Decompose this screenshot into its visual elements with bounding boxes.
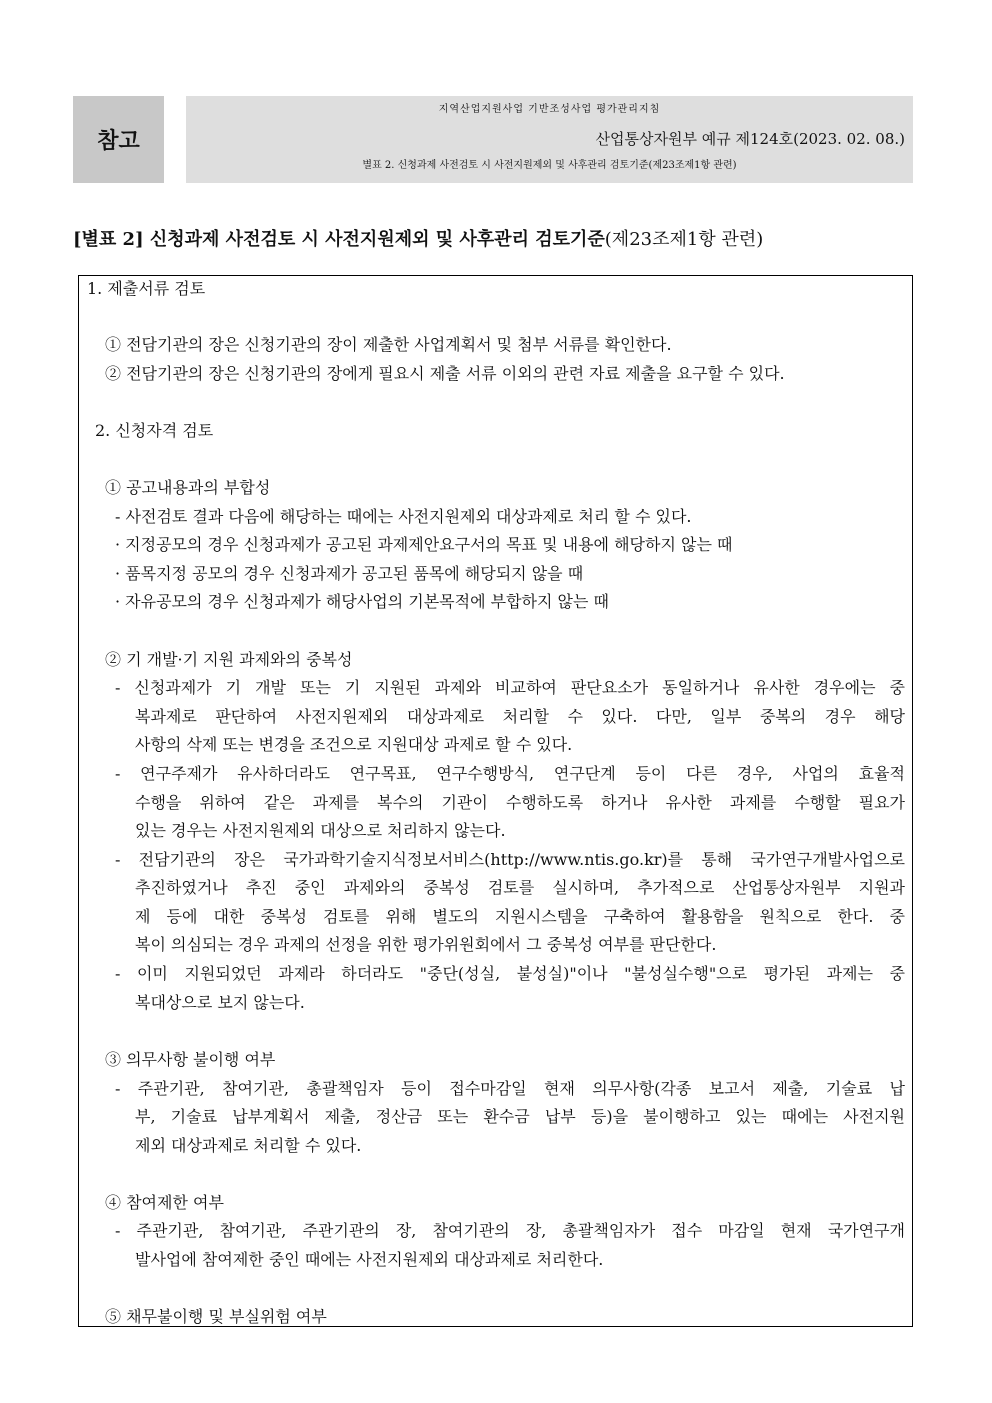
subsection-heading: ② 기 개발·기 지원 과제와의 중복성	[105, 650, 353, 669]
subsection-heading: ③ 의무사항 불이행 여부	[105, 1050, 276, 1069]
paragraph-line: - 주관기관, 참여기관, 총괄책임자 등이 접수마감일 현재 의무사항(각종 보고서 제출, 기술료 납	[115, 1079, 905, 1098]
paragraph-line: 있는 경우는 사전지원제외 대상으로 처리하지 않는다.	[135, 821, 506, 840]
subsection-heading: ① 공고내용과의 부합성	[105, 478, 271, 497]
paragraph-line: 복대상으로 보지 않는다.	[135, 993, 305, 1012]
paragraph-line: 복이 의심되는 경우 과제의 선정을 위한 평가위원회에서 그 중복성 여부를 판단한다.	[135, 935, 717, 954]
paragraph-line: 수행을 위하여 같은 과제를 복수의 기관이 수행하도록 하거나 유사한 과제를 수행할 필요가	[135, 793, 905, 812]
paragraph-line: - 이미 지원되었던 과제라 하더라도 "중단(성실, 불성실)"이나 "불성실수행"으로 평가된 과제는 중	[115, 964, 905, 983]
list-item: ② 전담기관의 장은 신청기관의 장에게 필요시 제출 서류 이외의 관련 자료 제출을 요구할 수 있다.	[105, 364, 785, 383]
paragraph-line: 제외 대상과제로 처리할 수 있다.	[135, 1136, 362, 1155]
appendix-title-tail: (제23조제1항 관련)	[604, 229, 764, 250]
section-heading: 1. 제출서류 검토	[87, 279, 206, 298]
paragraph-line: - 주관기관, 참여기관, 주관기관의 장, 참여기관의 장, 총괄책임자가 접수 마감일 현재 국가연구개	[115, 1221, 905, 1240]
paragraph-line: 사항의 삭제 또는 변경을 조건으로 지원대상 과제로 할 수 있다.	[135, 735, 573, 754]
paragraph-line: 복과제로 판단하여 사전지원제외 대상과제로 처리할 수 있다. 다만, 일부 중복의 경우 해당	[135, 707, 905, 726]
list-item: · 자유공모의 경우 신청과제가 해당사업의 기본목적에 부합하지 않는 때	[115, 592, 609, 611]
list-item: - 사전검토 결과 다음에 해당하는 때에는 사전지원제외 대상과제로 처리 할 수 있다.	[115, 507, 692, 526]
paragraph-line: - 전담기관의 장은 국가과학기술지식정보서비스(http://www.ntis.go.kr)를 통해 국가연구개발사업으로	[115, 850, 905, 869]
appendix-title-main: [별표 2] 신청과제 사전검토 시 사전지원제외 및 사후관리 검토기준	[73, 229, 605, 250]
reference-tag: 참고	[73, 96, 164, 183]
subsection-heading: ④ 참여제한 여부	[105, 1193, 224, 1212]
section-heading: 2. 신청자격 검토	[95, 421, 214, 440]
guideline-title: 지역산업지원사업 기반조성사업 평가관리지침	[438, 104, 661, 115]
list-item: · 품목지정 공모의 경우 신청과제가 공고된 품목에 해당되지 않을 때	[115, 564, 584, 583]
subsection-heading: ⑤ 채무불이행 및 부실위험 여부	[105, 1307, 327, 1326]
regulation-number: 산업통상자원부 예규 제124호(2023. 02. 08.)	[595, 130, 905, 148]
paragraph-line: 부, 기술료 납부계획서 제출, 정산금 또는 환수금 납부 등)을 불이행하고 있는 때에는 사전지원	[135, 1107, 905, 1126]
paragraph-line: 발사업에 참여제한 중인 때에는 사전지원제외 대상과제로 처리한다.	[135, 1250, 604, 1269]
list-item: ① 전담기관의 장은 신청기관의 장이 제출한 사업계획서 및 첨부 서류를 확인한다.	[105, 335, 672, 354]
document-header	[186, 96, 913, 183]
paragraph-line: - 신청과제가 기 개발 또는 기 지원된 과제와 비교하여 판단요소가 동일하거나 유사한 경우에는 중	[115, 678, 905, 697]
list-item: · 지정공모의 경우 신청과제가 공고된 과제제안요구서의 목표 및 내용에 해당하지 않는 때	[115, 535, 733, 554]
appendix-note: 별표 2. 신청과제 사전검토 시 사전지원제외 및 사후관리 검토기준(제23조제1항 관련)	[362, 160, 737, 171]
paragraph-line: 제 등에 대한 중복성 검토를 위해 별도의 지원시스템을 구축하여 활용함을 원칙으로 한다. 중	[135, 907, 905, 926]
paragraph-line: - 연구주제가 유사하더라도 연구목표, 연구수행방식, 연구단계 등이 다른 경우, 사업의 효율적	[115, 764, 905, 783]
criteria-box	[78, 275, 913, 1327]
appendix-title	[73, 225, 763, 251]
paragraph-line: 추진하였거나 추진 중인 과제와의 중복성 검토를 실시하며, 추가적으로 산업통상자원부 지원과	[135, 878, 905, 897]
